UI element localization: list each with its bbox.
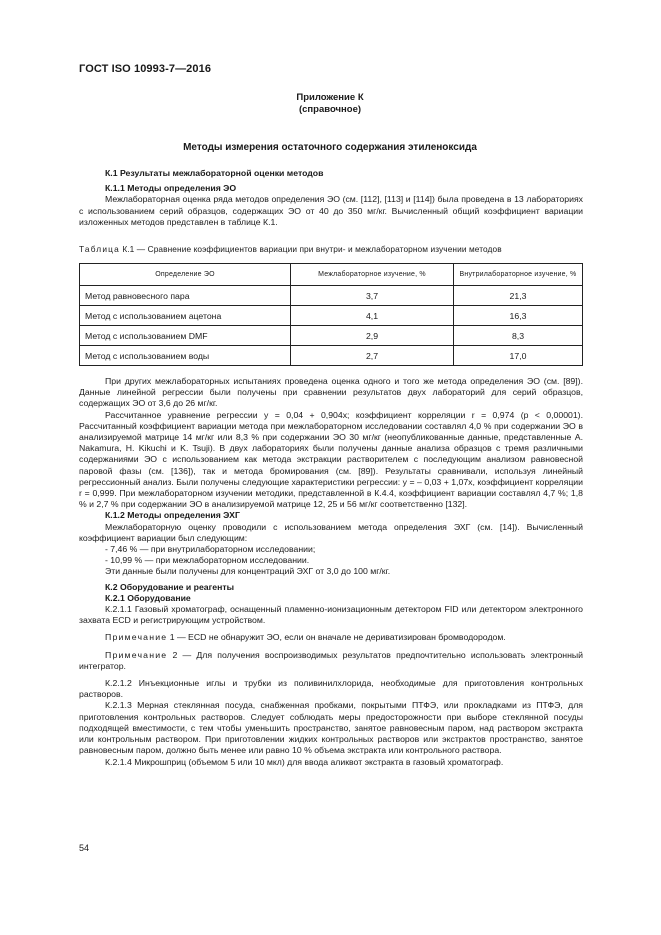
heading-k11: К.1.1 Методы определения ЭО: [105, 183, 237, 194]
note-2: [79, 650, 583, 672]
page-number: 54: [79, 843, 90, 853]
cell-method: Метод с использованием DMF: [80, 326, 291, 346]
list-item: - 10,99 % — при межлабораторном исследовании.: [105, 555, 310, 566]
paragraph-p1: При других межлабораторных испытаниях проведена оценка одного и того же метода определения ЭО (см. [89]). Данные линейной регрессии были получены при сравнении результатов двух лабораторий для серий образцов, содержащих ЭО от 3,6 до 26 мг/кг.: [79, 376, 583, 409]
comparison-table: [79, 263, 583, 366]
annex-block: [79, 92, 581, 116]
header-method: Определение ЭО: [80, 264, 291, 286]
cell-inter: 2,9: [291, 326, 454, 346]
heading-k2: К.2 Оборудование и реагенты: [105, 581, 235, 592]
table-header-row: [80, 264, 583, 286]
cell-intra: 21,3: [454, 286, 583, 306]
heading-k21: К.2.1 Оборудование: [105, 592, 191, 603]
table-row: [80, 306, 583, 326]
main-title: Методы измерения остаточного содержания этиленоксида: [183, 142, 477, 153]
paragraph-p4: Эти данные были получены для концентраций ЭХГ от 3,0 до 100 мг/кг.: [105, 566, 391, 577]
section-k1: [79, 168, 583, 228]
table-caption-text: К.1 — Сравнение коэффициентов вариации при внутри- и межлабораторном изучении методов: [119, 244, 502, 254]
cell-method: Метод равновесного пара: [80, 286, 291, 306]
note-1-text: 1 — ECD не обнаружит ЭО, если он вначале не дериватизирован бромводородом.: [167, 632, 506, 643]
cell-inter: 4,1: [291, 306, 454, 326]
list-item: - 7,46 % — при внутрилабораторном исследовании;: [105, 544, 316, 555]
cell-intra: 8,3: [454, 326, 583, 346]
note-1: [79, 632, 583, 643]
heading-k1: К.1 Результаты межлабораторной оценки методов: [105, 168, 324, 178]
table-caption-label: Таблица: [79, 244, 120, 254]
note-2-label: Примечание: [105, 649, 168, 660]
paragraph-k211: К.2.1.1 Газовый хроматограф, оснащенный пламенно-ионизационным детектором FID или детектором электронного захвата ECD и регистрирующим устройством.: [79, 604, 583, 626]
table-row: [80, 346, 583, 366]
note-2-text: 2 — Для получения воспроизводимых результатов предпочтительно использовать электронный интегратор.: [79, 649, 583, 671]
table-caption: [79, 244, 502, 254]
heading-k12: К.1.2 Методы определения ЭХГ: [105, 510, 240, 521]
standard-header: ГОСТ ISO 10993-7—2016: [79, 63, 212, 75]
paragraph-k212: К.2.1.2 Инъекционные иглы и трубки из поливинилхлорида, необходимые для приготовления контрольных растворов.: [79, 678, 583, 700]
table-row: [80, 286, 583, 306]
annex-subtitle: (справочное): [298, 104, 362, 115]
header-intra: Внутрилабораторное изучение, %: [454, 264, 583, 286]
cell-method: Метод с использованием ацетона: [80, 306, 291, 326]
table-row: [80, 326, 583, 346]
paragraph-p3: Межлабораторную оценку проводили с использованием метода определения ЭХГ (см. [14]). Вычисленный коэффициент вариации был следующим:: [79, 521, 583, 543]
cell-intra: 16,3: [454, 306, 583, 326]
cell-intra: 17,0: [454, 346, 583, 366]
paragraph-p2: Рассчитанное уравнение регрессии y = 0,04 + 0,904x; коэффициент корреляции r = 0,974 (p < 0,00001). Рассчитанный коэффициент вариации метода при межлабораторном исследовании составлял 4,0 % при содержании ЭО в анализируемой матрице 14 мг/кг или 8,3 % при содержании ЭО 30 мг/кг (неопубликованные данные, представленные A. Nakamura, H. Kikuchi и K. Tsuji). В двух лабораториях были получены данные анализа образцов с тремя различными содержаниями ЭО с использованием как метода экстракции растворителем с последующим анализом равновесной паровой фазы (см. [136]), так и метода бромирования (см. [89]). Результаты сравнивали, используя линейный регрессионный анализ. Были получены следующие характеристики регрессии: y = – 0,03 + 1,07x, коэффициент корреляции r = 0,999. При межлабораторном изучении методики, представленной в К.4.4, коэффициент вариации составлял 4,7 %; 1,8 % и 2,7 % при содержании ЭО в анализируемой матрице 12, 25 и 56 мг/кг соответственно [132].: [79, 409, 583, 510]
paragraph-k214: К.2.1.4 Микрошприц (объемом 5 или 10 мкл) для ввода аликвот экстракта в газовый хроматограф.: [105, 756, 504, 767]
cell-method: Метод с использованием воды: [80, 346, 291, 366]
annex-title: Приложение К: [296, 92, 364, 103]
paragraph-k213: К.2.1.3 Мерная стеклянная посуда, снабженная пробками, покрытыми ПТФЭ, или прокладками из ПТФЭ, для приготовления контрольных растворов. Следует соблюдать меры предосторожности при выборе стеклянной посуды подходящей вместимости, с тем чтобы уменьшить пространство, занятое равновесным паром, над раствором экстракта или контрольным раствором. При приготовлении жидких контрольных растворов или экстрактов пространство, занятое равновесным паром, должно быть менее или равно 10 % объема экстракта или контрольного раствора.: [79, 700, 583, 756]
cell-inter: 3,7: [291, 286, 454, 306]
body-text: [79, 376, 583, 768]
paragraph-k11: Межлабораторная оценка ряда методов определения ЭО (см. [112], [113] и [114]) была проведена в 13 лабораториях с использованием серий образцов, содержащих ЭО от 40 до 350 мг/кг. Вычисленный общий коэффициент вариации изложенных методов представлен в таблице К.1.: [79, 194, 583, 227]
header-inter: Межлабораторное изучение, %: [291, 264, 454, 286]
note-1-label: Примечание: [105, 632, 168, 643]
cell-inter: 2,7: [291, 346, 454, 366]
